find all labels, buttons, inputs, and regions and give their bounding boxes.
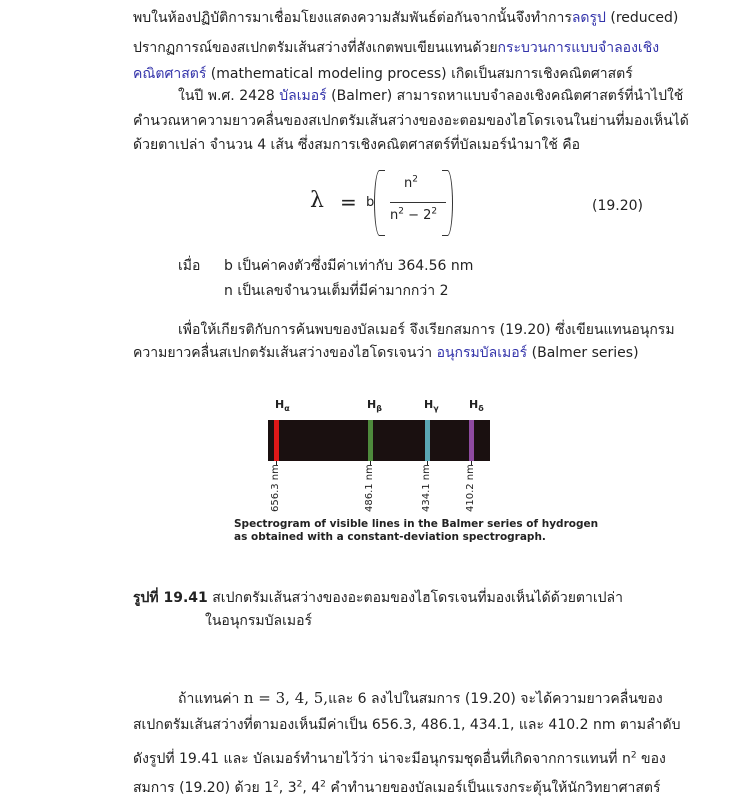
paragraph4-line4 <box>133 778 660 798</box>
text: สมการ (19.20) ด้วย 1 <box>133 780 274 796</box>
h: H <box>367 398 377 411</box>
exp: 2 <box>398 206 404 217</box>
figure-title-line2: ในอนุกรมบัลเมอร์ <box>205 613 313 629</box>
paragraph4-line1 <box>178 688 663 709</box>
denominator <box>390 208 437 223</box>
sub: δ <box>478 404 484 414</box>
text: ในปี พ.ศ. 2428 <box>178 88 280 104</box>
paragraph4-line2: สเปกตรัมเส้นสว่างที่ตามองเห็นมีค่าเป็น 656.3, 486.1, 434.1, และ 410.2 nm ตามลำดับ <box>133 717 681 733</box>
text: พบในห้องปฏิบัติการมาเชื่อมโยงแสดงความสัมพันธ์ต่อกันจากนั้นจึงทำการ <box>133 10 572 26</box>
spectrogram-caption-line2: as obtained with a constant-deviation spectrograph. <box>234 531 546 543</box>
h: H <box>424 398 434 411</box>
n-values: n = 3, 4, 5, <box>243 689 329 707</box>
text: และ 6 ลงไปในสมการ (19.20) จะได้ความยาวคลื่นของ <box>328 691 663 707</box>
h-alpha-label <box>275 398 290 413</box>
figure-number: รูปที่ 19.41 <box>133 590 208 606</box>
spectrogram-caption-line1: Spectrogram of visible lines in the Balmer series of hydrogen <box>234 518 599 530</box>
h: H <box>469 398 479 411</box>
equals-sign: = <box>340 190 357 214</box>
link-balmer[interactable]: บัลเมอร์ <box>279 88 327 104</box>
figure-title: สเปกตรัมเส้นสว่างของอะตอมของไฮโดรเจนที่มองเห็นได้ด้วยตาเปล่า <box>207 590 623 606</box>
text: , 3 <box>278 780 297 796</box>
paragraph1-line2 <box>133 38 659 58</box>
numerator <box>404 176 418 191</box>
h-alpha-line <box>274 420 279 461</box>
h-gamma-label <box>424 398 439 413</box>
figure-label <box>133 587 623 609</box>
wavelength-486: 486.1 nm <box>364 464 375 512</box>
sub: α <box>284 404 290 414</box>
minus-two: − 2 <box>403 208 432 223</box>
left-paren <box>374 170 385 236</box>
text: ดังรูปที่ 19.41 และ บัลเมอร์ทำนายไว้ว่า น่าจะมีอนุกรมชุดอื่นที่เกิดจากการแทนที่ n <box>133 751 631 767</box>
spectrogram <box>268 420 490 461</box>
link-mathematics[interactable]: คณิตศาสตร์ <box>133 66 207 82</box>
n: n <box>404 176 413 191</box>
wavelength-434: 434.1 nm <box>421 464 432 512</box>
text: (reduced) <box>605 10 679 26</box>
text: (Balmer series) <box>527 345 639 361</box>
h-gamma-line <box>425 420 430 461</box>
wavelength-656: 656.3 nm <box>270 464 281 512</box>
b-constant: b <box>366 195 375 210</box>
h-delta-line <box>469 420 474 461</box>
text: (Balmer) สามารถหาแบบจำลองเชิงคณิตศาสตร์ที่นำไปใช้ <box>326 88 684 104</box>
exp: 2 <box>412 174 418 185</box>
text: ความยาวคลื่นสเปกตรัมเส้นสว่างของไฮโดรเจนว่า <box>133 345 437 361</box>
h-delta-label <box>469 398 484 413</box>
exp: 2 <box>630 750 637 761</box>
h-beta-label <box>367 398 382 413</box>
where-label: เมื่อ <box>178 258 201 274</box>
link-balmer-series[interactable]: อนุกรมบัลเมอร์ <box>436 345 528 361</box>
right-paren <box>442 170 453 236</box>
text: คำทำนายของบัลเมอร์เป็นแรงกระตุ้นให้นักวิทยาศาสตร์ <box>325 780 661 796</box>
text: ถ้าแทนค่า <box>178 691 244 707</box>
text: ปรากฏการณ์ของสเปกตรัมเส้นสว่างที่สังเกตพบเขียนแทนด้วย <box>133 40 498 56</box>
n-definition: n เป็นเลขจำนวนเต็มที่มีค่ามากกว่า 2 <box>224 283 449 299</box>
fraction-bar <box>390 202 446 203</box>
paragraph2-line3: ด้วยตาเปล่า จำนวน 4 เส้น ซึ่งสมการเชิงคณิตศาสตร์ที่บัลเมอร์นำมาใช้ คือ <box>133 137 581 153</box>
paragraph4-line3 <box>133 749 666 769</box>
h: H <box>275 398 285 411</box>
sub: γ <box>433 404 439 414</box>
h-beta-line <box>368 420 373 461</box>
text: ของ <box>636 751 666 767</box>
sub: β <box>376 404 382 414</box>
equation-number: (19.20) <box>592 198 644 214</box>
exp: 2 <box>320 779 326 790</box>
exp: 2 <box>273 779 279 790</box>
paragraph3-line1: เพื่อให้เกียรติกับการค้นพบของบัลเมอร์ จึงเรียกสมการ (19.20) ซึ่งเขียนแทนอนุกรม <box>178 322 675 338</box>
wavelength-410: 410.2 nm <box>465 464 476 512</box>
b-definition: b เป็นค่าคงตัวซึ่งมีค่าเท่ากับ 364.56 nm <box>224 258 474 274</box>
n: n <box>390 208 399 223</box>
paragraph1-line1 <box>133 8 678 28</box>
paragraph1-line3 <box>133 64 633 84</box>
lambda-symbol: λ <box>310 188 324 213</box>
link-modeling-process[interactable]: กระบวนการแบบจำลองเชิง <box>497 40 660 56</box>
exp: 2 <box>296 779 303 790</box>
paragraph3-line2 <box>133 343 639 363</box>
paragraph2-line1 <box>178 86 683 106</box>
text: , 4 <box>302 780 321 796</box>
link-reduced[interactable]: ลดรูป <box>571 10 606 26</box>
text: (mathematical modeling process) เกิดเป็นสมการเชิงคณิตศาสตร์ <box>206 66 633 82</box>
exp: 2 <box>431 206 438 217</box>
paragraph2-line2: คำนวณหาความยาวคลื่นของสเปกตรัมเส้นสว่างของอะตอมของไฮโดรเจนในย่านที่มองเห็นได้ <box>133 113 689 129</box>
